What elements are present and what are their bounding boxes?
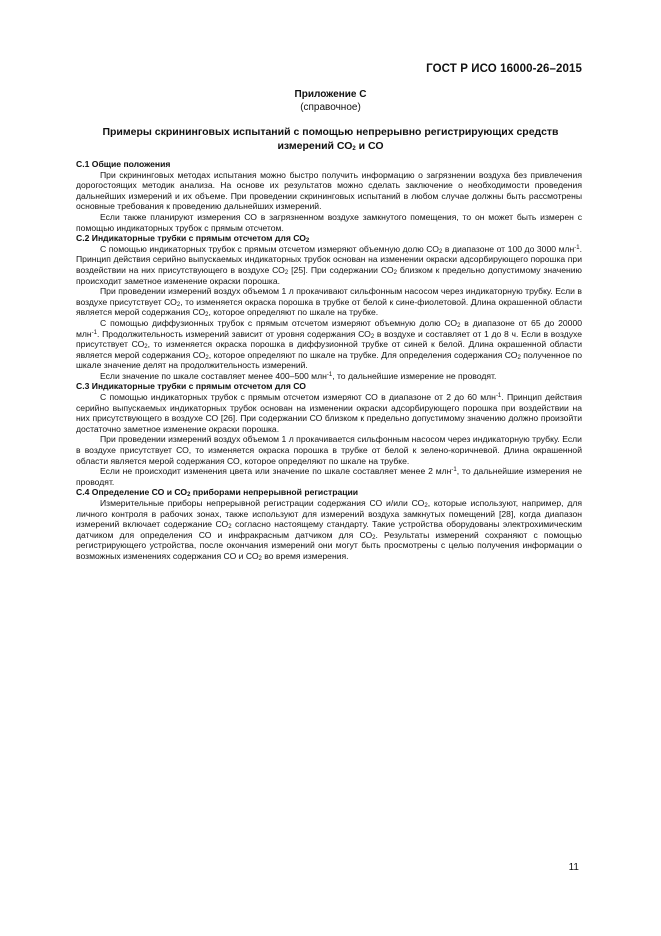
paragraph: При скрининговых методах испытания можно быстро получить информацию о загрязнении воздуха без привлечения дорогостоящих методик анализа. На основе их результатов можно сделать заключение о необходимости проведения дальнейших измерений и их объеме. При проведении скрининговых испытаний в любом случае должны быть рассмотрены основные требования к проведению дальнейших измерений. (76, 169, 582, 212)
subscript: 2 (205, 312, 209, 319)
text: , то изменяется окраска порошка в трубке от белой к сине-фиолетовой. Длина окрашенной области является мерой содержания СО (76, 296, 582, 318)
heading-line-2 (72, 139, 589, 153)
heading-text: измерений СО (277, 140, 353, 152)
superscript: -1 (495, 393, 502, 400)
subscript: 2 (372, 534, 376, 541)
text: в диапазоне от 100 до 3000 млн (442, 243, 575, 254)
document-body (76, 159, 582, 562)
heading-line-1: Примеры скрининговых испытаний с помощью непрерывно регистрирующих средств (102, 126, 559, 138)
paragraph (76, 466, 582, 487)
section-title-text: С.4 Определение СО и СО (76, 487, 188, 498)
subscript: 2 (144, 344, 148, 351)
text: С помощью диффузионных трубок с прямым отсчетом измеряют объемную долю СО (100, 317, 458, 328)
text: , которое определяют по шкале на трубке. Для определения содержания СО (208, 349, 518, 360)
subscript: 2 (352, 146, 356, 152)
subscript: 2 (370, 333, 375, 340)
appendix-subtitle: (справочное) (300, 102, 361, 113)
paragraph (76, 286, 582, 318)
text: согласно настоящему стандарту. Такие устройства оборудованы электрохимическим датчиком для определения СО и инфракрасным датчиком для СО (76, 519, 582, 540)
subscript: 2 (176, 301, 181, 308)
subscript: 2 (424, 503, 428, 509)
text: С помощью индикаторных трубок с прямым отсчетом измеряют СО в диапазоне от 2 до 60 млн (100, 392, 496, 403)
text: . Продолжительность измерений зависит от уровня содержания СО (97, 328, 371, 339)
subscript: 2 (258, 555, 262, 562)
text: полученное по шкале значение делят на продолжительность измерений. (76, 349, 583, 371)
subscript: 2 (393, 269, 397, 276)
paragraph (76, 392, 582, 434)
text: , то дальнейшие измерение не проводят. (332, 370, 497, 381)
text: , то изменяется окраска порошка в диффузионной трубке от синей к белой. Длина окрашенной области является мерой содержания СО (76, 339, 582, 360)
paragraph (76, 498, 582, 562)
text: в диапазоне от 65 до 20000 млн (76, 317, 582, 339)
document-id: ГОСТ Р ИСО 16000-26–2015 (426, 63, 582, 75)
section-c4-title (76, 487, 582, 498)
section-title-text: С.1 Общие положения (76, 159, 171, 169)
page-number: 11 (568, 862, 579, 873)
text: . Принцип действия серийно выпускаемых индикаторных трубок основан на изменении окраски адсорбирующего порошка при воздействии на них присутствующего в воздухе СО [26]. При содержании СО близком к предельно допустимому значению должно произойти достаточно заметное изменение окраски порошка. (76, 392, 583, 434)
text: . Принцип действия серийно выпускаемых индикаторных трубок основан на изменении окраски адсорбирующего порошка при воздействии на них присутствующего в воздухе СО (76, 243, 582, 275)
text: . Результаты измерений сохраняют с помощью регистрирующего устройства, после окончания измерений они могут быть просмотрены с целью получения информации о возможных изменениях содержания СО и СО (76, 529, 582, 561)
text: близком к предельно допустимому значению происходит заметное изменение окраски порошка. (76, 264, 582, 286)
subscript: 2 (187, 492, 191, 499)
superscript: -1 (91, 329, 98, 336)
superscript: -1 (451, 467, 457, 474)
section-title-text: С.3 Индикаторные трубки с прямым отсчетом для СО (76, 381, 306, 392)
text: С помощью индикаторных трубок с прямым отсчетом измеряют объемную долю СО (100, 243, 439, 254)
text: [25]. При содержании СО (288, 264, 394, 275)
text: во время измерения. (261, 550, 349, 561)
section-title-text: приборами непрерывной регистрации (190, 487, 359, 498)
text: , которое определяют по шкале на трубке. (208, 307, 379, 318)
paragraph (76, 244, 582, 286)
subscript: 2 (517, 354, 521, 361)
subscript: 2 (305, 238, 310, 245)
text: Если значение по шкале составляет менее 400–500 млн (100, 370, 327, 381)
text: Если не происходит изменения цвета или значение по шкале составляет менее 2 млн (100, 466, 452, 477)
section-c2-title (76, 233, 582, 244)
section-c3-title (76, 381, 582, 392)
text: Измерительные приборы непрерывной регистрации содержания СО и/или СО (100, 498, 425, 508)
subscript: 2 (438, 248, 443, 255)
heading-text: и СО (355, 140, 384, 152)
text: , которые используют, например, для личного контроля в рабочих зонах, также используют для измерений воздуха замкнутых помещений [28], когда диапазон измерений включает содержание СО (76, 498, 582, 530)
subscript: 2 (228, 524, 232, 531)
paragraph: Если также планируют измерения СО в загрязненном воздухе замкнутого помещения, то он может быть измерен с помощью индикаторных трубок с прямым отсчетом. (76, 211, 582, 233)
subscript: 2 (457, 322, 461, 329)
paragraph (76, 371, 582, 382)
section-title-text: С.2 Индикаторные трубки с прямым отсчетом для СО (76, 233, 306, 244)
appendix-heading (72, 125, 589, 153)
superscript: -1 (574, 244, 580, 251)
text: в воздухе и составляет от 1 до 8 ч. Если в воздухе присутствует СО (76, 328, 582, 350)
text: , то дальнейшие измерения не проводят. (76, 466, 582, 487)
appendix-title: Приложение С (294, 89, 367, 100)
text: При проведении измерений воздух объемом 1 л прокачивают сильфонным насосом через индикаторную трубку. Если в воздухе присутствует СО (76, 286, 582, 307)
subscript: 2 (205, 354, 209, 361)
superscript: -1 (326, 371, 333, 378)
paragraph (76, 318, 582, 371)
subscript: 2 (284, 269, 289, 276)
section-c1-title (76, 159, 582, 170)
paragraph: При проведении измерений воздух объемом 1 л прокачивается сильфонным насосом через индикаторную трубку. Если в воздухе присутствует СО, то изменяется окраска порошка в трубке от белой к зелено-коричневой. Длина окрашенной области является мерой содержания СО, которое определяют по шкале на трубке. (76, 434, 582, 466)
